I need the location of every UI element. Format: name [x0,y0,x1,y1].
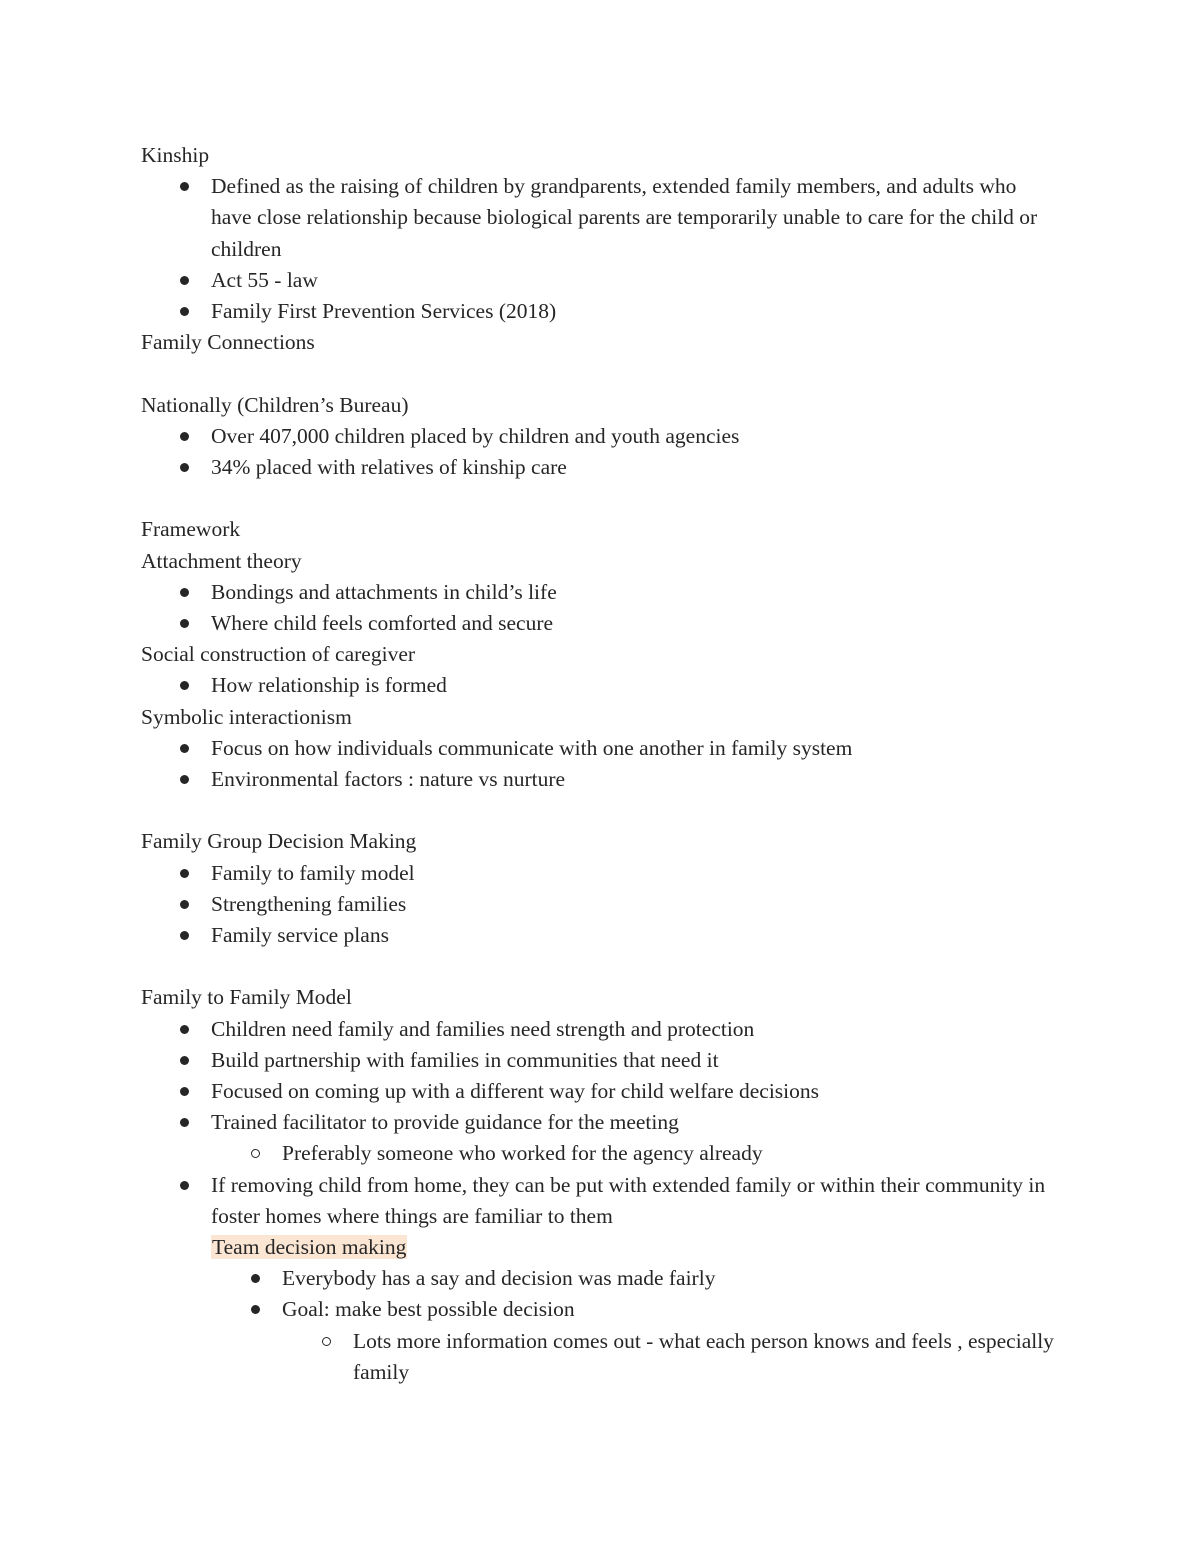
heading-symbolic-interactionism: Symbolic interactionism [141,704,352,729]
heading-nationally: Nationally (Children’s Bureau) [141,392,409,417]
blank-line [141,483,1061,514]
list-item: Focus on how individuals communicate with one another in family system [141,733,1061,764]
list-item: Build partnership with families in communities that need it [141,1045,1061,1076]
f2f-list [141,1014,1061,1232]
list-item: Defined as the raising of children by grandparents, extended family members, and adults who have close relationship because biological parents are temporarily unable to care for the child or children [141,171,1061,265]
blank-line [141,951,1061,982]
list-item: Family First Prevention Services (2018) [141,296,1061,327]
list-item: How relationship is formed [141,670,1061,701]
team-decision-heading: Team decision making [212,1235,407,1260]
kinship-list [141,171,1061,327]
blank-line [141,795,1061,826]
heading-family-group-decision-making: Family Group Decision Making [141,829,417,854]
symbolic-list [141,733,1061,795]
attachment-list [141,577,1061,639]
sub-list-item: Goal: make best possible decision [141,1294,1061,1325]
heading-family-connections: Family Connections [141,330,315,355]
list-item: Bondings and attachments in child’s life [141,577,1061,608]
list-item: Trained facilitator to provide guidance for the meeting [141,1107,1061,1138]
heading-family-to-family-model: Family to Family Model [141,985,352,1010]
heading-framework: Framework [141,517,241,542]
list-item: Strengthening families [141,889,1061,920]
sub-list-item: Preferably someone who worked for the agency already [141,1138,1061,1169]
team-decision-list [141,1263,1061,1388]
document-body [141,140,1061,1388]
heading-attachment-theory: Attachment theory [141,548,302,573]
heading-social-construction: Social construction of caregiver [141,642,416,667]
list-item: Environmental factors : nature vs nurture [141,764,1061,795]
social-construction-list [141,670,1061,701]
heading-kinship: Kinship [141,143,210,167]
list-item: If removing child from home, they can be put with extended family or within their community in foster homes where things are familiar to them [141,1170,1061,1232]
fgdm-list [141,858,1061,952]
team-decision-heading-line [141,1232,1061,1263]
blank-line [141,358,1061,389]
list-item: 34% placed with relatives of kinship care [141,452,1061,483]
list-item: Where child feels comforted and secure [141,608,1061,639]
sub-list-item: Everybody has a say and decision was made fairly [141,1263,1061,1294]
list-item: Family service plans [141,920,1061,951]
list-item: Children need family and families need strength and protection [141,1014,1061,1045]
sub-sub-list-item: Lots more information comes out - what each person knows and feels , especially family [141,1326,1061,1388]
nationally-list [141,421,1061,483]
list-item: Over 407,000 children placed by children and youth agencies [141,421,1061,452]
list-item: Family to family model [141,858,1061,889]
list-item: Focused on coming up with a different way for child welfare decisions [141,1076,1061,1107]
list-item: Act 55 - law [141,265,1061,296]
